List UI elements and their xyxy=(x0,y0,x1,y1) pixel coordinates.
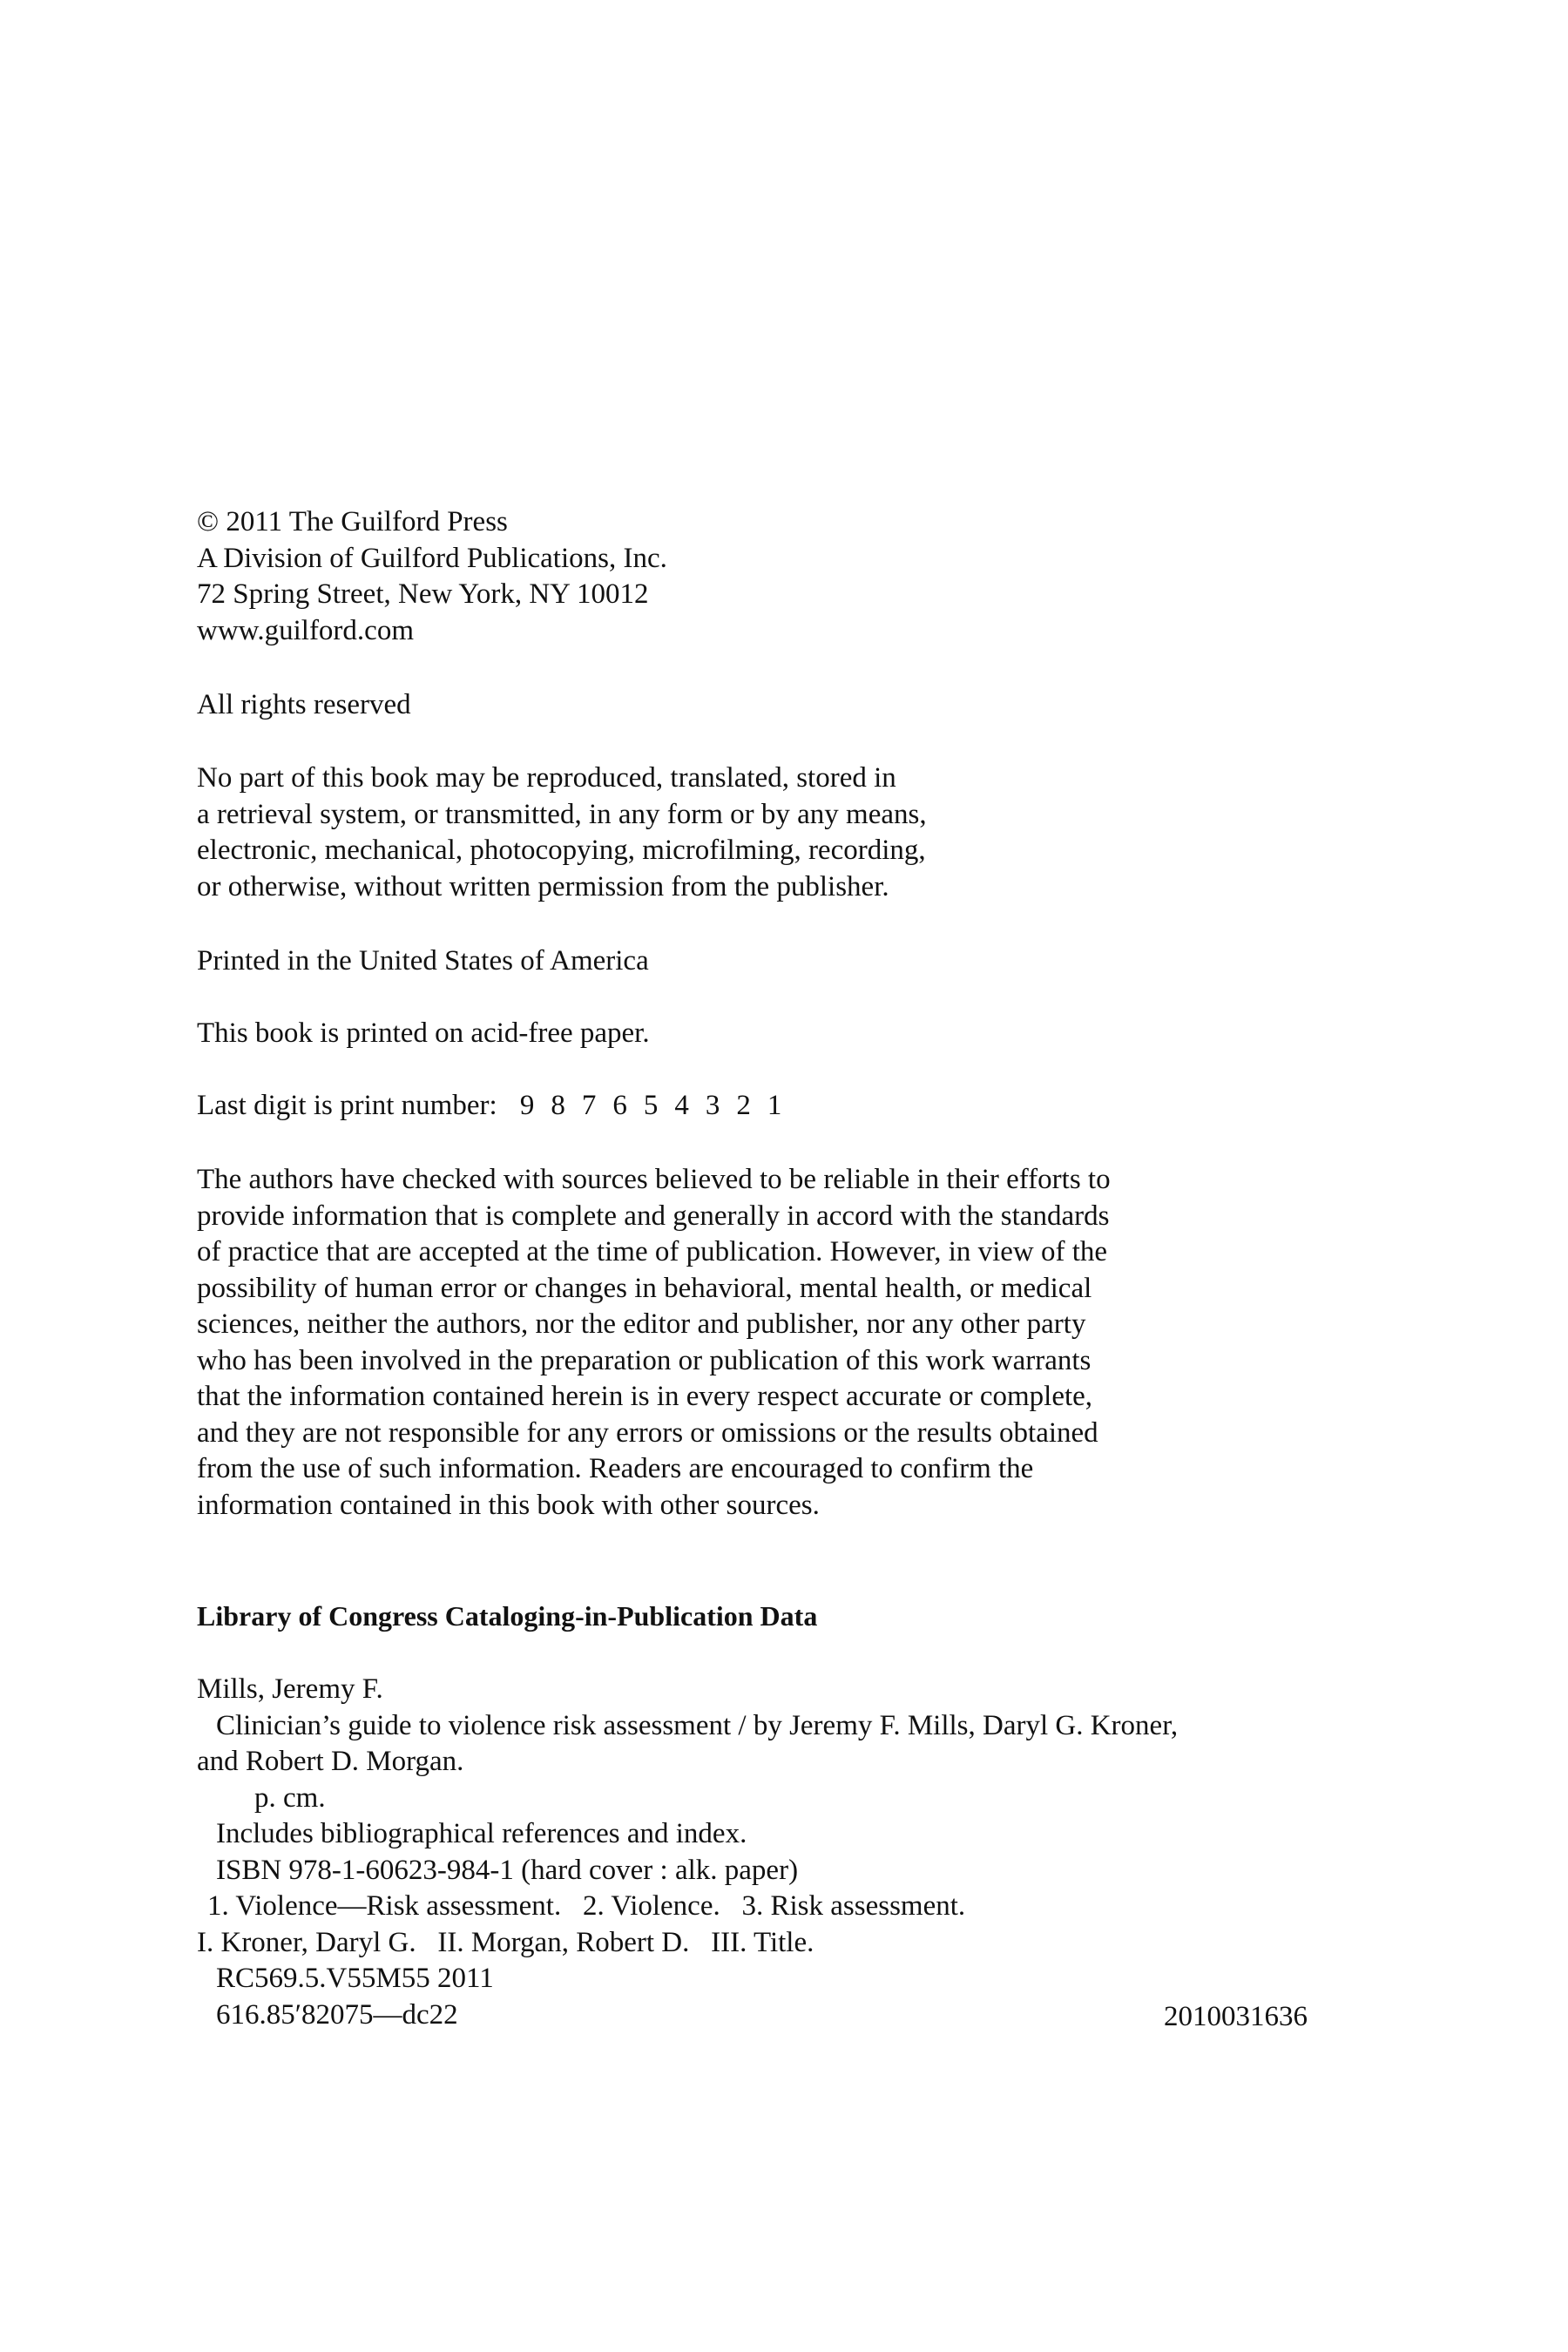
disclaimer-line: information contained in this book with other sources. xyxy=(197,1489,820,1521)
print-digit: 2 xyxy=(736,1090,751,1121)
cip-includes: Includes bibliographical references and index. xyxy=(216,1818,747,1849)
cip-added-entries: I. Kroner, Daryl G. II. Morgan, Robert D. III. Title. xyxy=(197,1926,814,1958)
print-digit: 6 xyxy=(612,1090,627,1121)
paper-note-line: This book is printed on acid-free paper. xyxy=(197,1017,650,1049)
cip-heading: Library of Congress Cataloging-in-Publication Data xyxy=(197,1600,818,1632)
lccn-number: 2010031636 xyxy=(1164,2001,1308,2032)
disclaimer-line: provide information that is complete and generally in accord with the standards xyxy=(197,1200,1110,1232)
disclaimer-line: of practice that are accepted at the time of publication. However, in view of the xyxy=(197,1236,1108,1267)
rights-line: All rights reserved xyxy=(197,689,411,720)
print-digit: 1 xyxy=(767,1090,782,1121)
print-digit: 9 xyxy=(519,1090,535,1121)
publisher-block xyxy=(197,504,667,649)
disclaimer-line: that the information contained herein is in every respect accurate or complete, xyxy=(197,1381,1093,1412)
print-digit: 5 xyxy=(643,1090,659,1121)
paper-note-block xyxy=(197,1016,650,1052)
reproduction-notice xyxy=(197,760,927,905)
website-line: www.guilford.com xyxy=(197,614,414,646)
printed-in-line: Printed in the United States of America xyxy=(197,945,649,977)
notice-line: No part of this book may be reproduced, translated, stored in xyxy=(197,762,896,794)
notice-line: or otherwise, without written permission from the publisher. xyxy=(197,870,889,902)
division-line: A Division of Guilford Publications, Inc. xyxy=(197,542,667,574)
cip-heading-block xyxy=(197,1598,817,1635)
print-number-line xyxy=(197,1088,798,1125)
disclaimer-line: and they are not responsible for any errors or omissions or the results obtained xyxy=(197,1416,1098,1449)
print-digit: 7 xyxy=(581,1090,597,1121)
copyright-line: © 2011 The Guilford Press xyxy=(197,506,508,537)
disclaimer-block xyxy=(197,1162,1111,1524)
notice-line: electronic, mechanical, photocopying, microfilming, recording, xyxy=(197,835,926,866)
cip-author: Mills, Jeremy F. xyxy=(197,1673,383,1705)
address-line: 72 Spring Street, New York, NY 10012 xyxy=(197,578,649,610)
disclaimer-line: The authors have checked with sources believed to be reliable in their efforts to xyxy=(197,1164,1111,1195)
disclaimer-line: from the use of such information. Readers are encouraged to confirm the xyxy=(197,1453,1034,1484)
cip-title-line: Clinician’s guide to violence risk assessment / by Jeremy F. Mills, Daryl G. Kroner, xyxy=(216,1709,1179,1741)
print-number-label: Last digit is print number: xyxy=(197,1090,497,1121)
disclaimer-line: sciences, neither the authors, nor the editor and publisher, nor any other party xyxy=(197,1308,1086,1340)
print-number-block xyxy=(197,1088,798,1125)
printed-in-block xyxy=(197,943,649,980)
print-number-digits xyxy=(520,1090,799,1121)
cip-isbn: ISBN 978-1-60623-984-1 (hard cover : alk. paper) xyxy=(216,1854,799,1886)
cip-title-line: and Robert D. Morgan. xyxy=(197,1746,464,1777)
cip-record xyxy=(197,1672,1178,2033)
cip-dewey: 616.85′82075—dc22 xyxy=(216,1998,458,2031)
cip-lc-class: RC569.5.V55M55 2011 xyxy=(216,1963,494,1994)
rights-block xyxy=(197,687,411,724)
notice-line: a retrieval system, or transmitted, in any form or by any means, xyxy=(197,798,927,830)
print-digit: 4 xyxy=(674,1090,689,1121)
cip-subjects: 1. Violence—Risk assessment. 2. Violence. 3. Risk assessment. xyxy=(207,1890,966,1922)
print-digit: 3 xyxy=(705,1090,720,1121)
disclaimer-line: who has been involved in the preparation or publication of this work warrants xyxy=(197,1344,1092,1376)
cip-pages: p. cm. xyxy=(254,1781,326,1814)
print-digit: 8 xyxy=(551,1090,565,1121)
disclaimer-line: possibility of human error or changes in behavioral, mental health, or medical xyxy=(197,1272,1092,1304)
